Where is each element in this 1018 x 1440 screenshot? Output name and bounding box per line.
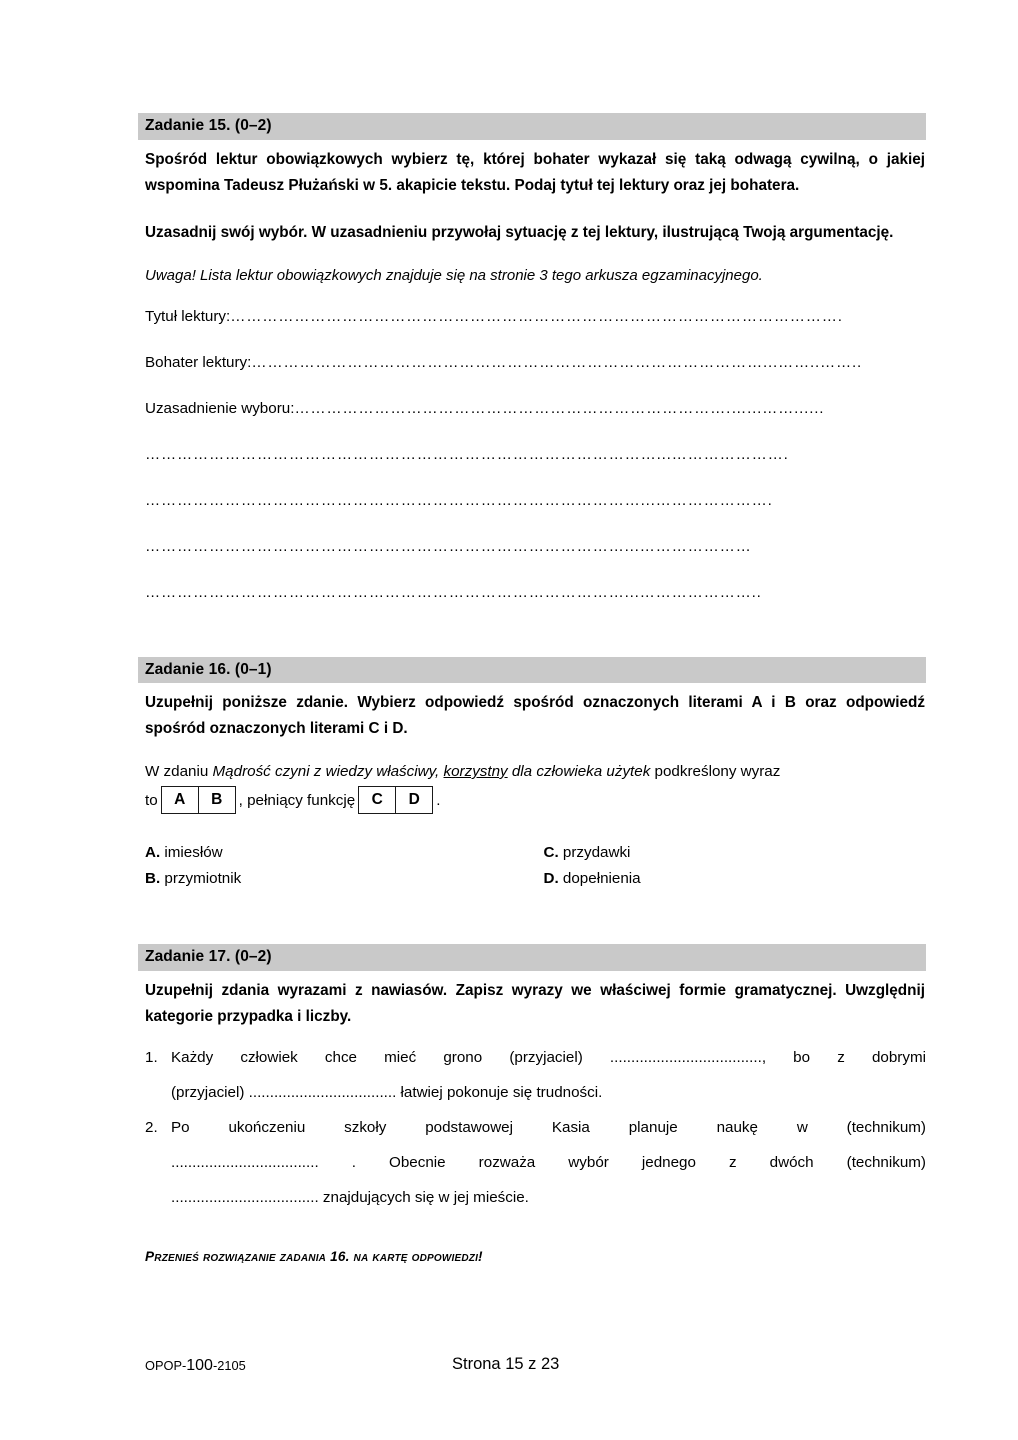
exam-code-suffix: 2105 bbox=[217, 1358, 246, 1373]
task-15-instruction-1: Spośród lektur obowiązkowych wybierz tę, której bohater wykazał się taką odwagą cywilną, o jakiej wspomina Tadeusz Płużański w 5. akapicie tekstu. Podaj tytuł tej lektury oraz jej bohatera. bbox=[145, 150, 925, 194]
task-16-sentence-line1 bbox=[138, 758, 926, 786]
task-16-header: Zadanie 16. (0–1) bbox=[138, 657, 926, 684]
item-1-marker: 1. bbox=[145, 1048, 158, 1066]
task-16-options bbox=[138, 840, 926, 892]
field-hero-label: Bohater lektury: bbox=[145, 353, 252, 371]
item-2-line-3[interactable]: ................................... znajdujących się w jej mieście. bbox=[171, 1188, 529, 1206]
item-2-line-1[interactable]: Po ukończeniu szkoły podstawowej Kasia planuje naukę w (technikum) bbox=[171, 1118, 926, 1136]
task-17-item-2 bbox=[138, 1110, 926, 1215]
option-d-row[interactable] bbox=[544, 866, 927, 892]
field-title-dots[interactable]: ……………………………………………………………………………………………………. bbox=[230, 307, 843, 325]
option-c-row[interactable] bbox=[544, 840, 927, 866]
option-b-letter: B. bbox=[145, 870, 161, 887]
option-c-letter: C. bbox=[543, 844, 559, 861]
item-2-line-2[interactable]: ................................... . Obecnie rozważa wybór jednego z dwóch (technikum) bbox=[171, 1153, 926, 1171]
option-b-row[interactable] bbox=[145, 866, 528, 892]
item-1-line-1[interactable]: Każdy człowiek chce mieć grono (przyjaciel) ...................................., bo z dobrymi bbox=[171, 1048, 926, 1066]
task-15-note: Uwaga! Lista lektur obowiązkowych znajduje się na stronie 3 tego arkusza egzaminacyjnego. bbox=[145, 266, 763, 284]
options-column-right bbox=[528, 840, 927, 892]
task-16-sentence-line2 bbox=[138, 786, 926, 814]
sentence-quote-part2: dla człowieka użytek bbox=[507, 763, 651, 780]
choice-option-b[interactable]: B bbox=[198, 787, 235, 813]
answer-line-3[interactable]: ………………………………………………………………………………...………………… bbox=[145, 537, 752, 555]
field-hero-dots[interactable]: ……………………………………………………………………………………...……..…….. bbox=[251, 353, 863, 371]
task-15-instruction-2: Uzasadnij swój wybór. W uzasadnieniu przywołaj sytuację z tej lektury, ilustrującą Twoją argumentację. bbox=[145, 223, 894, 241]
sentence-tail: podkreślony wyraz bbox=[650, 763, 781, 780]
choice-option-c[interactable]: C bbox=[371, 791, 383, 808]
field-justification-dots[interactable]: ……………………………………………………………………….…...……...... bbox=[294, 399, 825, 417]
page-number: Strona 15 z 23 bbox=[452, 1355, 560, 1373]
field-justification-label: Uzasadnienie wyboru: bbox=[145, 399, 295, 417]
exam-code-sep-1: - bbox=[181, 1358, 187, 1373]
option-d-text: dopełnienia bbox=[558, 870, 641, 887]
task-17-instruction: Uzupełnij zdania wyrazami z nawiasów. Zapisz wyrazy we właściwej formie gramatycznej. Uwzględnij kategorie przypadka i liczby. bbox=[145, 981, 925, 1025]
page-footer bbox=[138, 1355, 926, 1383]
transfer-answer-note: Przenieś rozwiązanie zadania 16. na kartę odpowiedzi! bbox=[145, 1248, 483, 1264]
sentence-line2-mid: , pełniący funkcję bbox=[238, 791, 356, 809]
page-content bbox=[138, 0, 926, 1264]
option-a-text: imiesłów bbox=[160, 844, 223, 861]
sentence-lead: W zdaniu bbox=[145, 763, 213, 780]
sentence-line2-lead: to bbox=[145, 791, 158, 809]
option-d-letter: D. bbox=[543, 870, 559, 887]
field-title-row bbox=[138, 306, 926, 328]
task-17-item-1 bbox=[138, 1040, 926, 1110]
option-b-text: przymiotnik bbox=[160, 870, 242, 887]
option-a-row[interactable] bbox=[145, 840, 528, 866]
exam-code-middle: 100 bbox=[186, 1357, 213, 1374]
answer-line-2[interactable]: …………………………………………………………………………………...…………………. bbox=[145, 491, 773, 509]
choice-option-d[interactable]: D bbox=[395, 787, 432, 813]
sentence-line2-end: . bbox=[436, 791, 441, 809]
exam-code-sep-2: - bbox=[212, 1358, 218, 1373]
option-c-text: przydawki bbox=[558, 844, 631, 861]
option-a-letter: A. bbox=[145, 844, 161, 861]
choice-option-a[interactable]: A bbox=[174, 791, 186, 808]
exam-code-prefix: OPOP bbox=[145, 1358, 182, 1373]
exam-code bbox=[145, 1357, 246, 1375]
field-hero-row bbox=[138, 352, 926, 374]
sentence-quote-underlined: korzystny bbox=[443, 763, 508, 780]
field-justification-row bbox=[138, 398, 926, 420]
task-15-header: Zadanie 15. (0–2) bbox=[138, 113, 926, 140]
item-2-marker: 2. bbox=[145, 1118, 158, 1136]
field-title-label: Tytuł lektury: bbox=[145, 307, 231, 325]
choice-box-ab[interactable] bbox=[161, 786, 236, 814]
choice-box-cd[interactable] bbox=[358, 786, 433, 814]
options-column-left bbox=[145, 840, 528, 892]
answer-line-4[interactable]: ………………………………………………………………………………...………………….. bbox=[145, 583, 762, 601]
task-16-instruction: Uzupełnij poniższe zdanie. Wybierz odpowiedź spośród oznaczonych literami A i B oraz odpowiedź spośród oznaczonych literami C i D. bbox=[145, 694, 925, 737]
item-1-line-2[interactable]: (przyjaciel) ................................... łatwiej pokonuje się trudności. bbox=[171, 1083, 603, 1101]
task-17-header: Zadanie 17. (0–2) bbox=[138, 944, 926, 971]
answer-line-1[interactable]: ……………………………………………………………………………………...…………………. bbox=[145, 445, 789, 463]
sentence-quote-part1: Mądrość czyni z wiedzy właściwy, bbox=[212, 763, 444, 780]
